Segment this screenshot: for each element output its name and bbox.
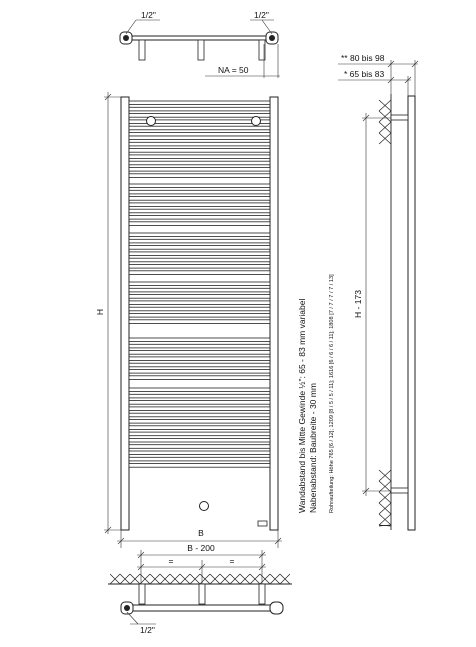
rung-1 xyxy=(129,107,270,111)
rung-7 xyxy=(129,142,270,146)
rung-28 xyxy=(129,288,270,292)
rung-0 xyxy=(129,101,270,105)
rung-31 xyxy=(129,307,270,311)
notes xyxy=(297,274,335,513)
width-dimension-label: B xyxy=(198,528,204,538)
rung-17 xyxy=(129,209,270,213)
thread-label-bottom: 1/2" xyxy=(140,625,155,635)
rung-42 xyxy=(129,394,270,398)
rung-10 xyxy=(129,161,270,165)
rung-34 xyxy=(129,338,270,342)
rung-37 xyxy=(129,357,270,361)
rung-43 xyxy=(129,401,270,405)
note-wall-distance: Wandabstand bis Mitte Gewinde ½": 65 - 83 mm variabel xyxy=(297,298,307,513)
rung-15 xyxy=(129,197,270,201)
wall-hatching-bottom xyxy=(110,574,290,584)
rung-8 xyxy=(129,149,270,153)
rung-38 xyxy=(129,363,270,367)
rung-23 xyxy=(129,252,270,256)
rung-35 xyxy=(129,344,270,348)
rung-22 xyxy=(129,246,270,250)
rung-47 xyxy=(129,426,270,430)
rung-45 xyxy=(129,413,270,417)
rung-29 xyxy=(129,295,270,299)
radiator-rungs xyxy=(129,101,270,467)
height-minus-173-label: H - 173 xyxy=(353,290,363,318)
rung-39 xyxy=(129,370,270,374)
rung-6 xyxy=(129,136,270,140)
rung-51 xyxy=(129,451,270,455)
rung-49 xyxy=(129,438,270,442)
front-view xyxy=(95,92,282,598)
top-view xyxy=(120,10,280,78)
outer-wall-distance-label: ** 80 bis 98 xyxy=(341,53,385,63)
rung-25 xyxy=(129,265,270,269)
rung-21 xyxy=(129,239,270,243)
rung-12 xyxy=(129,174,270,178)
rung-27 xyxy=(129,282,270,286)
rung-18 xyxy=(129,216,270,220)
note-tube-distribution: Rohraufteilung: Höhe 765 [6 / 12]; 1209 [8 / 5 / 5 / 11]; 1616 [6 / 6 / 6 / 11]; 1808 [7 / 7 / 7 / 7 / 13] xyxy=(329,274,335,513)
rung-11 xyxy=(129,168,270,172)
rung-41 xyxy=(129,388,270,392)
rung-36 xyxy=(129,351,270,355)
inner-wall-distance-label: * 65 bis 83 xyxy=(344,69,385,79)
hatch-side-top xyxy=(379,100,391,144)
side-view xyxy=(338,53,418,530)
rung-4 xyxy=(129,126,270,130)
rung-16 xyxy=(129,203,270,207)
rung-26 xyxy=(129,271,270,275)
hatch-bottom-wall xyxy=(110,574,290,584)
thread-label-top-left: 1/2" xyxy=(141,10,156,20)
rung-19 xyxy=(129,222,270,226)
rung-53 xyxy=(129,464,270,468)
rung-44 xyxy=(129,407,270,411)
rung-48 xyxy=(129,432,270,436)
rung-52 xyxy=(129,457,270,461)
rung-24 xyxy=(129,258,270,262)
rung-32 xyxy=(129,314,270,318)
height-dimension-label: H xyxy=(95,308,105,316)
rung-13 xyxy=(129,184,270,188)
bottom-view xyxy=(108,556,292,635)
na-dimension-label: NA = 50 xyxy=(218,65,249,75)
equal-spacing-left: = xyxy=(168,556,174,566)
inner-width-dimension-label: B - 200 xyxy=(187,543,215,553)
rung-30 xyxy=(129,301,270,305)
note-hub-distance: Nabenabstand: Baubreite - 30 mm xyxy=(308,383,318,513)
rung-20 xyxy=(129,233,270,237)
rung-5 xyxy=(129,133,270,137)
hatch-side-bottom xyxy=(379,470,391,526)
wall-hatching-side xyxy=(379,100,391,526)
rung-9 xyxy=(129,155,270,159)
rung-33 xyxy=(129,320,270,324)
rung-46 xyxy=(129,420,270,424)
rung-50 xyxy=(129,445,270,449)
rung-40 xyxy=(129,376,270,380)
rung-14 xyxy=(129,190,270,194)
thread-label-top-right: 1/2" xyxy=(254,10,269,20)
equal-spacing-right: = xyxy=(229,556,235,566)
